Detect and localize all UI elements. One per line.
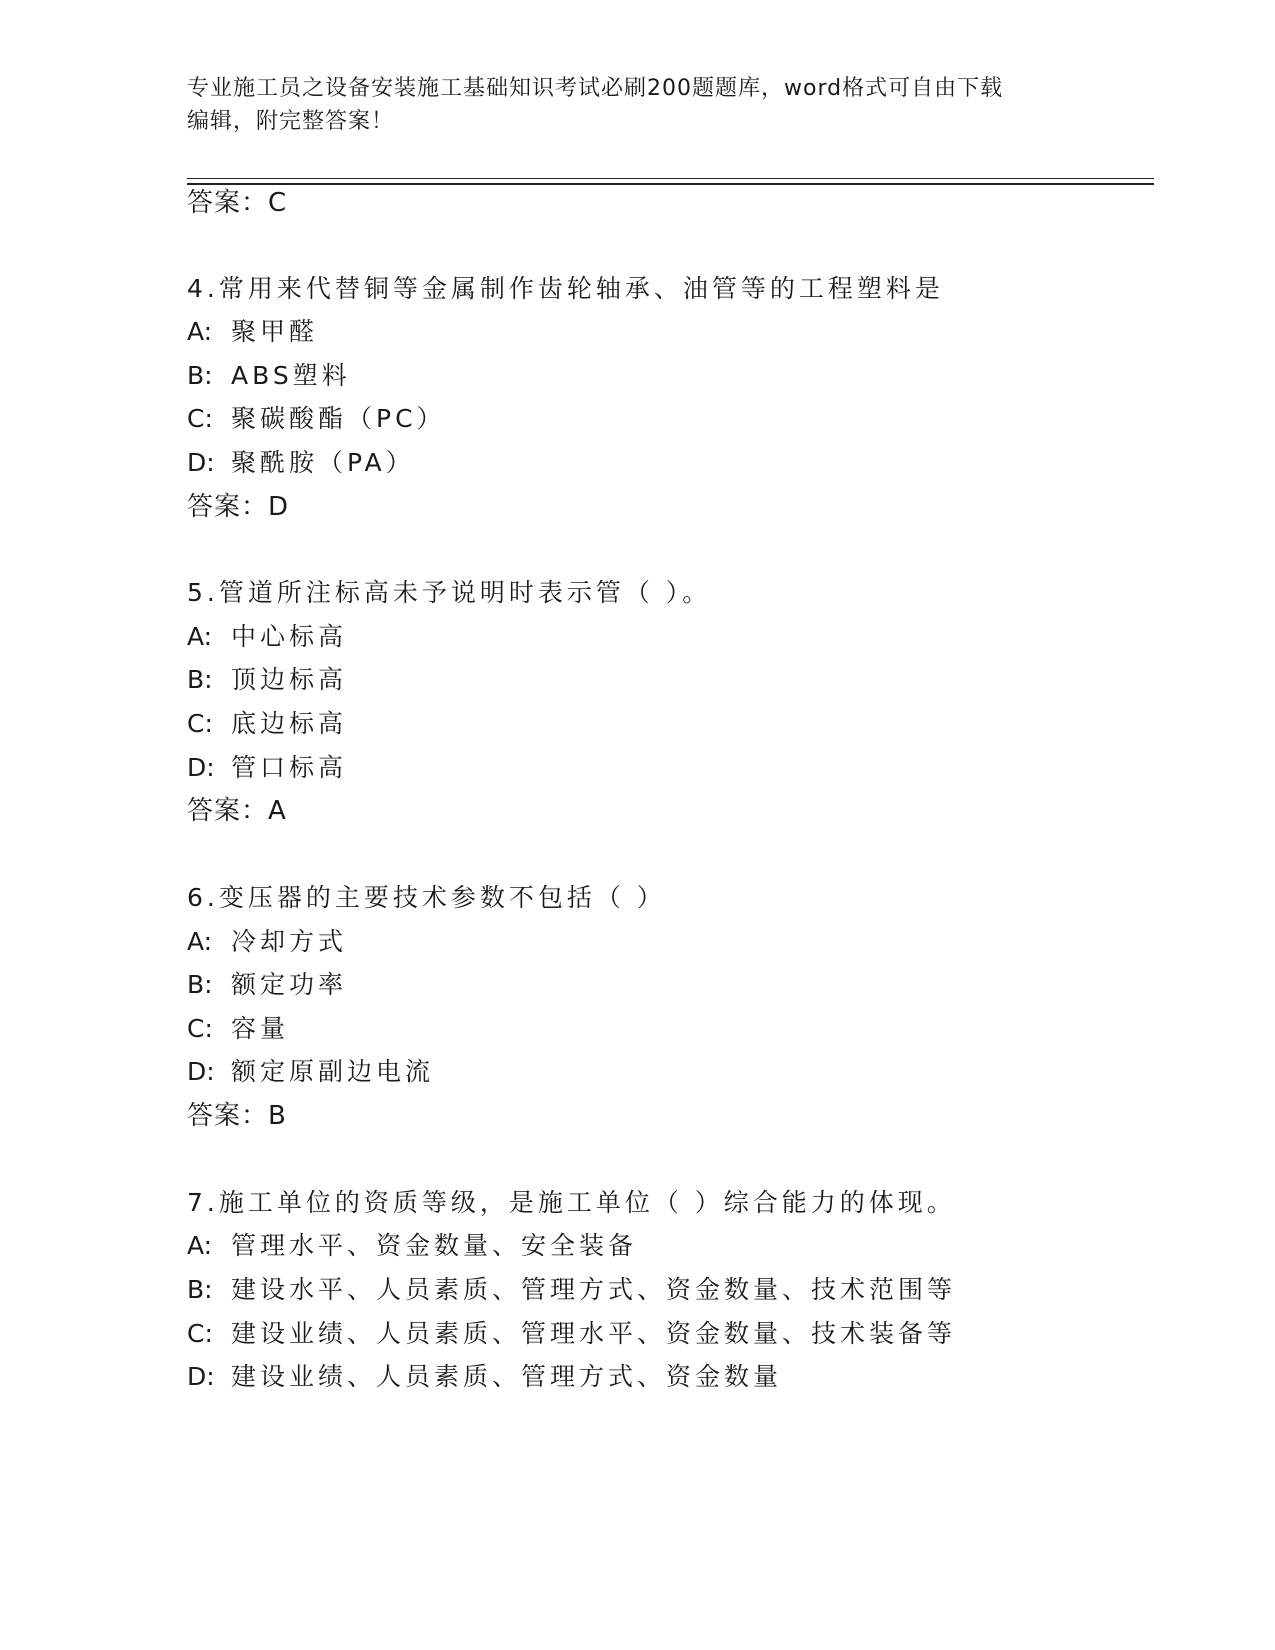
option-d (187, 1055, 434, 1089)
option-a (187, 925, 347, 959)
option-text: 建设业绩、人员素质、管理水平、资金数量、技术装备等 (231, 1319, 957, 1348)
option-text: ABS塑料 (231, 361, 351, 390)
option-letter: D: (187, 1057, 215, 1086)
question-stem: 7.施工单位的资质等级，是施工单位（ ）综合能力的体现。 (187, 1188, 956, 1217)
option-letter: D: (187, 448, 215, 477)
option-c (187, 707, 347, 741)
answer: 答案：D (187, 492, 290, 522)
document-header (187, 72, 1067, 138)
option-letter: A: (187, 622, 213, 651)
option-letter: D: (187, 1362, 215, 1391)
option-letter: B: (187, 970, 213, 999)
option-letter: C: (187, 1319, 213, 1348)
option-letter: A: (187, 927, 213, 956)
header-line-1: 专业施工员之设备安装施工基础知识考试必刷200题题库，word格式可自由下载 (187, 76, 1004, 101)
answer: 答案：A (187, 796, 287, 826)
option-text: 聚甲醛 (231, 317, 319, 346)
option-a (187, 620, 347, 654)
option-text: 聚碳酸酯（PC） (231, 404, 446, 433)
answer: 答案：B (187, 1101, 287, 1131)
option-letter: D: (187, 753, 215, 782)
option-text: 顶边标高 (231, 665, 348, 694)
option-letter: C: (187, 709, 213, 738)
option-text: 容量 (231, 1014, 290, 1043)
option-d (187, 1360, 782, 1394)
header-divider-thin (187, 178, 1154, 179)
option-letter: B: (187, 361, 213, 390)
option-text: 建设水平、人员素质、管理方式、资金数量、技术范围等 (231, 1275, 957, 1304)
option-text: 管理水平、资金数量、安全装备 (231, 1231, 638, 1260)
option-letter: B: (187, 665, 213, 694)
option-text: 管口标高 (231, 753, 348, 782)
option-d (187, 751, 347, 785)
question-stem: 5.管道所注标高未予说明时表示管（ ）。 (187, 578, 712, 607)
option-text: 冷却方式 (231, 927, 348, 956)
option-text: 底边标高 (231, 709, 348, 738)
option-letter: B: (187, 1275, 213, 1304)
option-letter: A: (187, 1231, 213, 1260)
option-text: 中心标高 (231, 622, 348, 651)
header-line-2: 编辑，附完整答案！ (187, 109, 395, 134)
option-b (187, 968, 347, 1002)
option-letter: C: (187, 1014, 213, 1043)
question-stem: 4.常用来代替铜等金属制作齿轮轴承、油管等的工程塑料是 (187, 274, 944, 303)
option-text: 额定原副边电流 (231, 1057, 435, 1086)
option-d (187, 446, 415, 480)
option-c (187, 1012, 289, 1046)
option-letter: C: (187, 404, 213, 433)
option-text: 聚酰胺（PA） (231, 448, 415, 477)
option-b (187, 663, 347, 697)
question-stem: 6.变压器的主要技术参数不包括（ ） (187, 883, 666, 912)
option-text: 额定功率 (231, 970, 348, 999)
header-divider-thick (187, 183, 1154, 185)
option-c (187, 1317, 956, 1351)
previous-answer: 答案：C (187, 188, 288, 218)
option-text: 建设业绩、人员素质、管理方式、资金数量 (231, 1362, 783, 1391)
option-a (187, 1229, 637, 1263)
option-letter: A: (187, 317, 213, 346)
option-a (187, 315, 318, 349)
option-b (187, 1273, 956, 1307)
option-c (187, 402, 446, 436)
option-b (187, 359, 351, 393)
